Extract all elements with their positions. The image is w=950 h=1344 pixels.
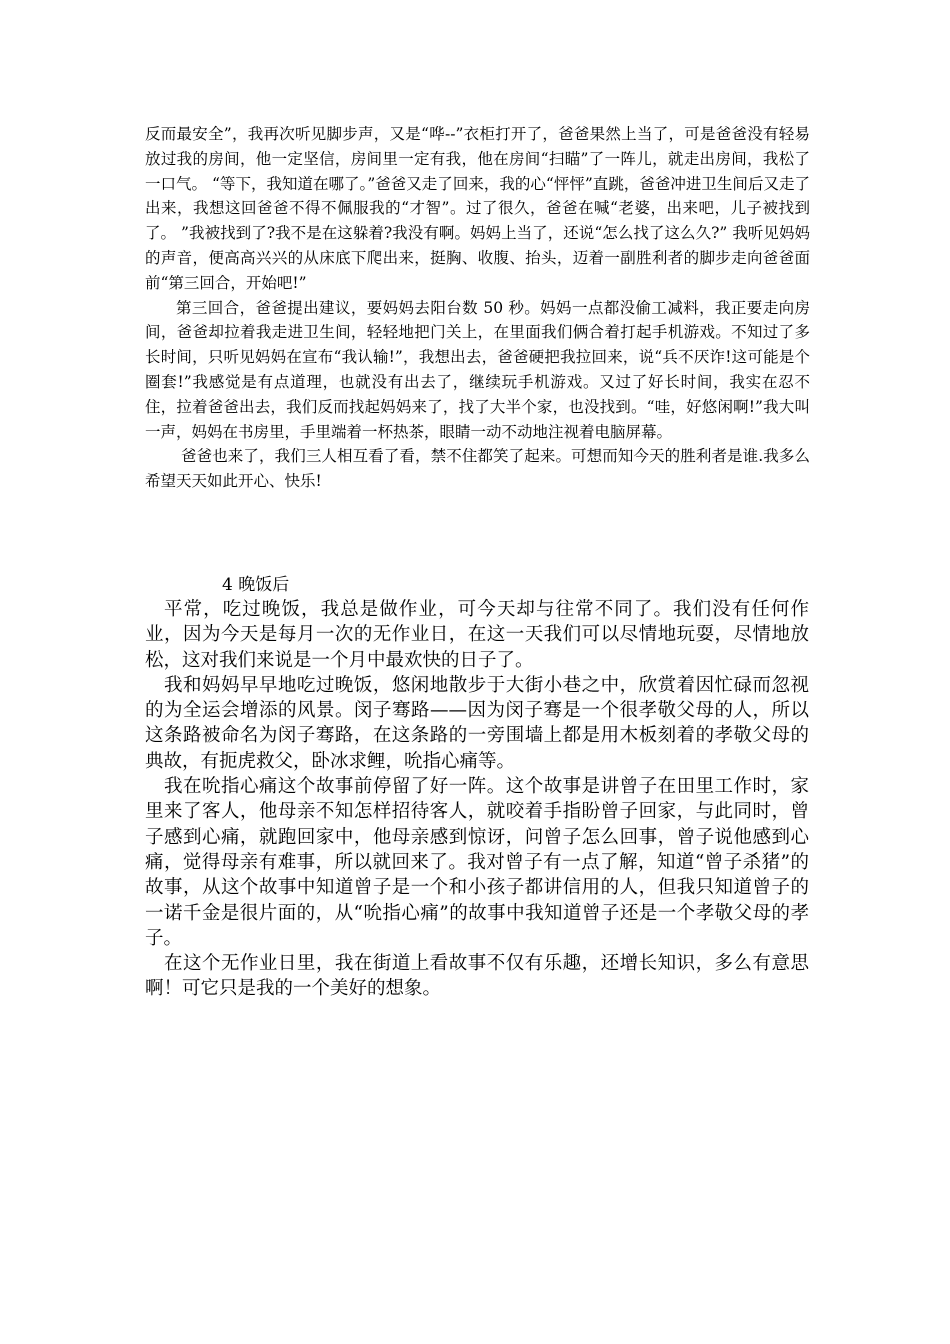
story-part-a	[145, 122, 810, 494]
paragraph-zengzi-story: 我在吮指心痛这个故事前停留了好一阵。这个故事是讲曾子在田里工作时，家里来了客人，他母亲不知怎样招待客人，就咬着手指盼曾子回家，与此同时，曾子感到心痛，就跑回家中，他母亲感到惊讶，问曾子怎么回事，曾子说他感到心痛，觉得母亲有难事，所以就回来了。我对曾子有一点了解，知道“曾子杀猪”的故事，从这个故事中知道曾子是一个和小孩子都讲信用的人，但我只知道曾子的一诺千金是很片面的，从“吮指心痛”的故事中我知道曾子还是一个孝敬父母的孝子。	[145, 776, 809, 949]
paragraph-intro: 平常，吃过晚饭，我总是做作业，可今天却与往常不同了。我们没有任何作业，因为今天是每月一次的无作业日，在这一天我们可以尽情地玩耍，尽情地放松，这对我们来说是一个月中最欢快的日子了。	[145, 599, 809, 671]
paragraph-conclusion: 爸爸也来了，我们三人相互看了看，禁不住都笑了起来。可想而知今天的胜利者是谁.我多么希望天天如此开心、快乐!	[145, 447, 810, 491]
paragraph-ending: 在这个无作业日里，我在街道上看故事不仅有乐趣，还增长知识，多么有意思啊！可它只是我的一个美好的想象。	[145, 953, 809, 1000]
paragraph-walk: 我和妈妈早早地吃过晚饭，悠闲地散步于大街小巷之中，欣赏着因忙碌而忽视的为全运会增添的风景。闵子骞路——因为闵子骞是一个很孝敬父母的人，所以这条路被命名为闵子骞路，在这条路的一旁围墙上都是用木板刻着的孝敬父母的典故，有扼虎救父，卧冰求鲤，吮指心痛等。	[145, 674, 809, 772]
story-part-b	[145, 597, 809, 1002]
section-heading: 4 晚饭后	[222, 575, 290, 595]
paragraph-round-two-end: 反而最安全”，我再次听见脚步声，又是“哗--”衣柜打开了，爸爸果然上当了，可是爸爸没有轻易放过我的房间，他一定坚信，房间里一定有我，他在房间“扫瞄”了一阵儿，就走出房间，我松了一口气。 “等下，我知道在哪了。”爸爸又走了回来，我的心“怦怦”直跳，爸爸冲进卫生间后又走了出来，我想这回爸爸不得不佩服我的“才智”。过了很久，爸爸在喊“老婆，出来吧，儿子被找到了。 ”我被找到了?我不是在这躲着?我没有啊。妈妈上当了，还说“怎么找了这么久?” 我听见妈妈的声音，便高高兴兴的从床底下爬出来，挺胸、收腹、抬头，迈着一副胜利者的脚步走向爸爸面前“第三回合，开始吧!”	[145, 125, 810, 292]
paragraph-round-three: 第三回合，爸爸提出建议，要妈妈去阳台数 50 秒。妈妈一点都没偷工减料，我正要走向房间，爸爸却拉着我走进卫生间，轻轻地把门关上，在里面我们俩合着打起手机游戏。不知过了多长时间，只听见妈妈在宣布“我认输!”，我想出去，爸爸硬把我拉回来，说“兵不厌诈!这可能是个圈套!”我感觉是有点道理，也就没有出去了，继续玩手机游戏。又过了好长时间，我实在忍不住，拉着爸爸出去，我们反而找起妈妈来了，找了大半个家，也没找到。“哇，好悠闲啊!”我大叫一声，妈妈在书房里，手里端着一杯热茶，眼睛一动不动地注视着电脑屏幕。	[145, 298, 810, 441]
